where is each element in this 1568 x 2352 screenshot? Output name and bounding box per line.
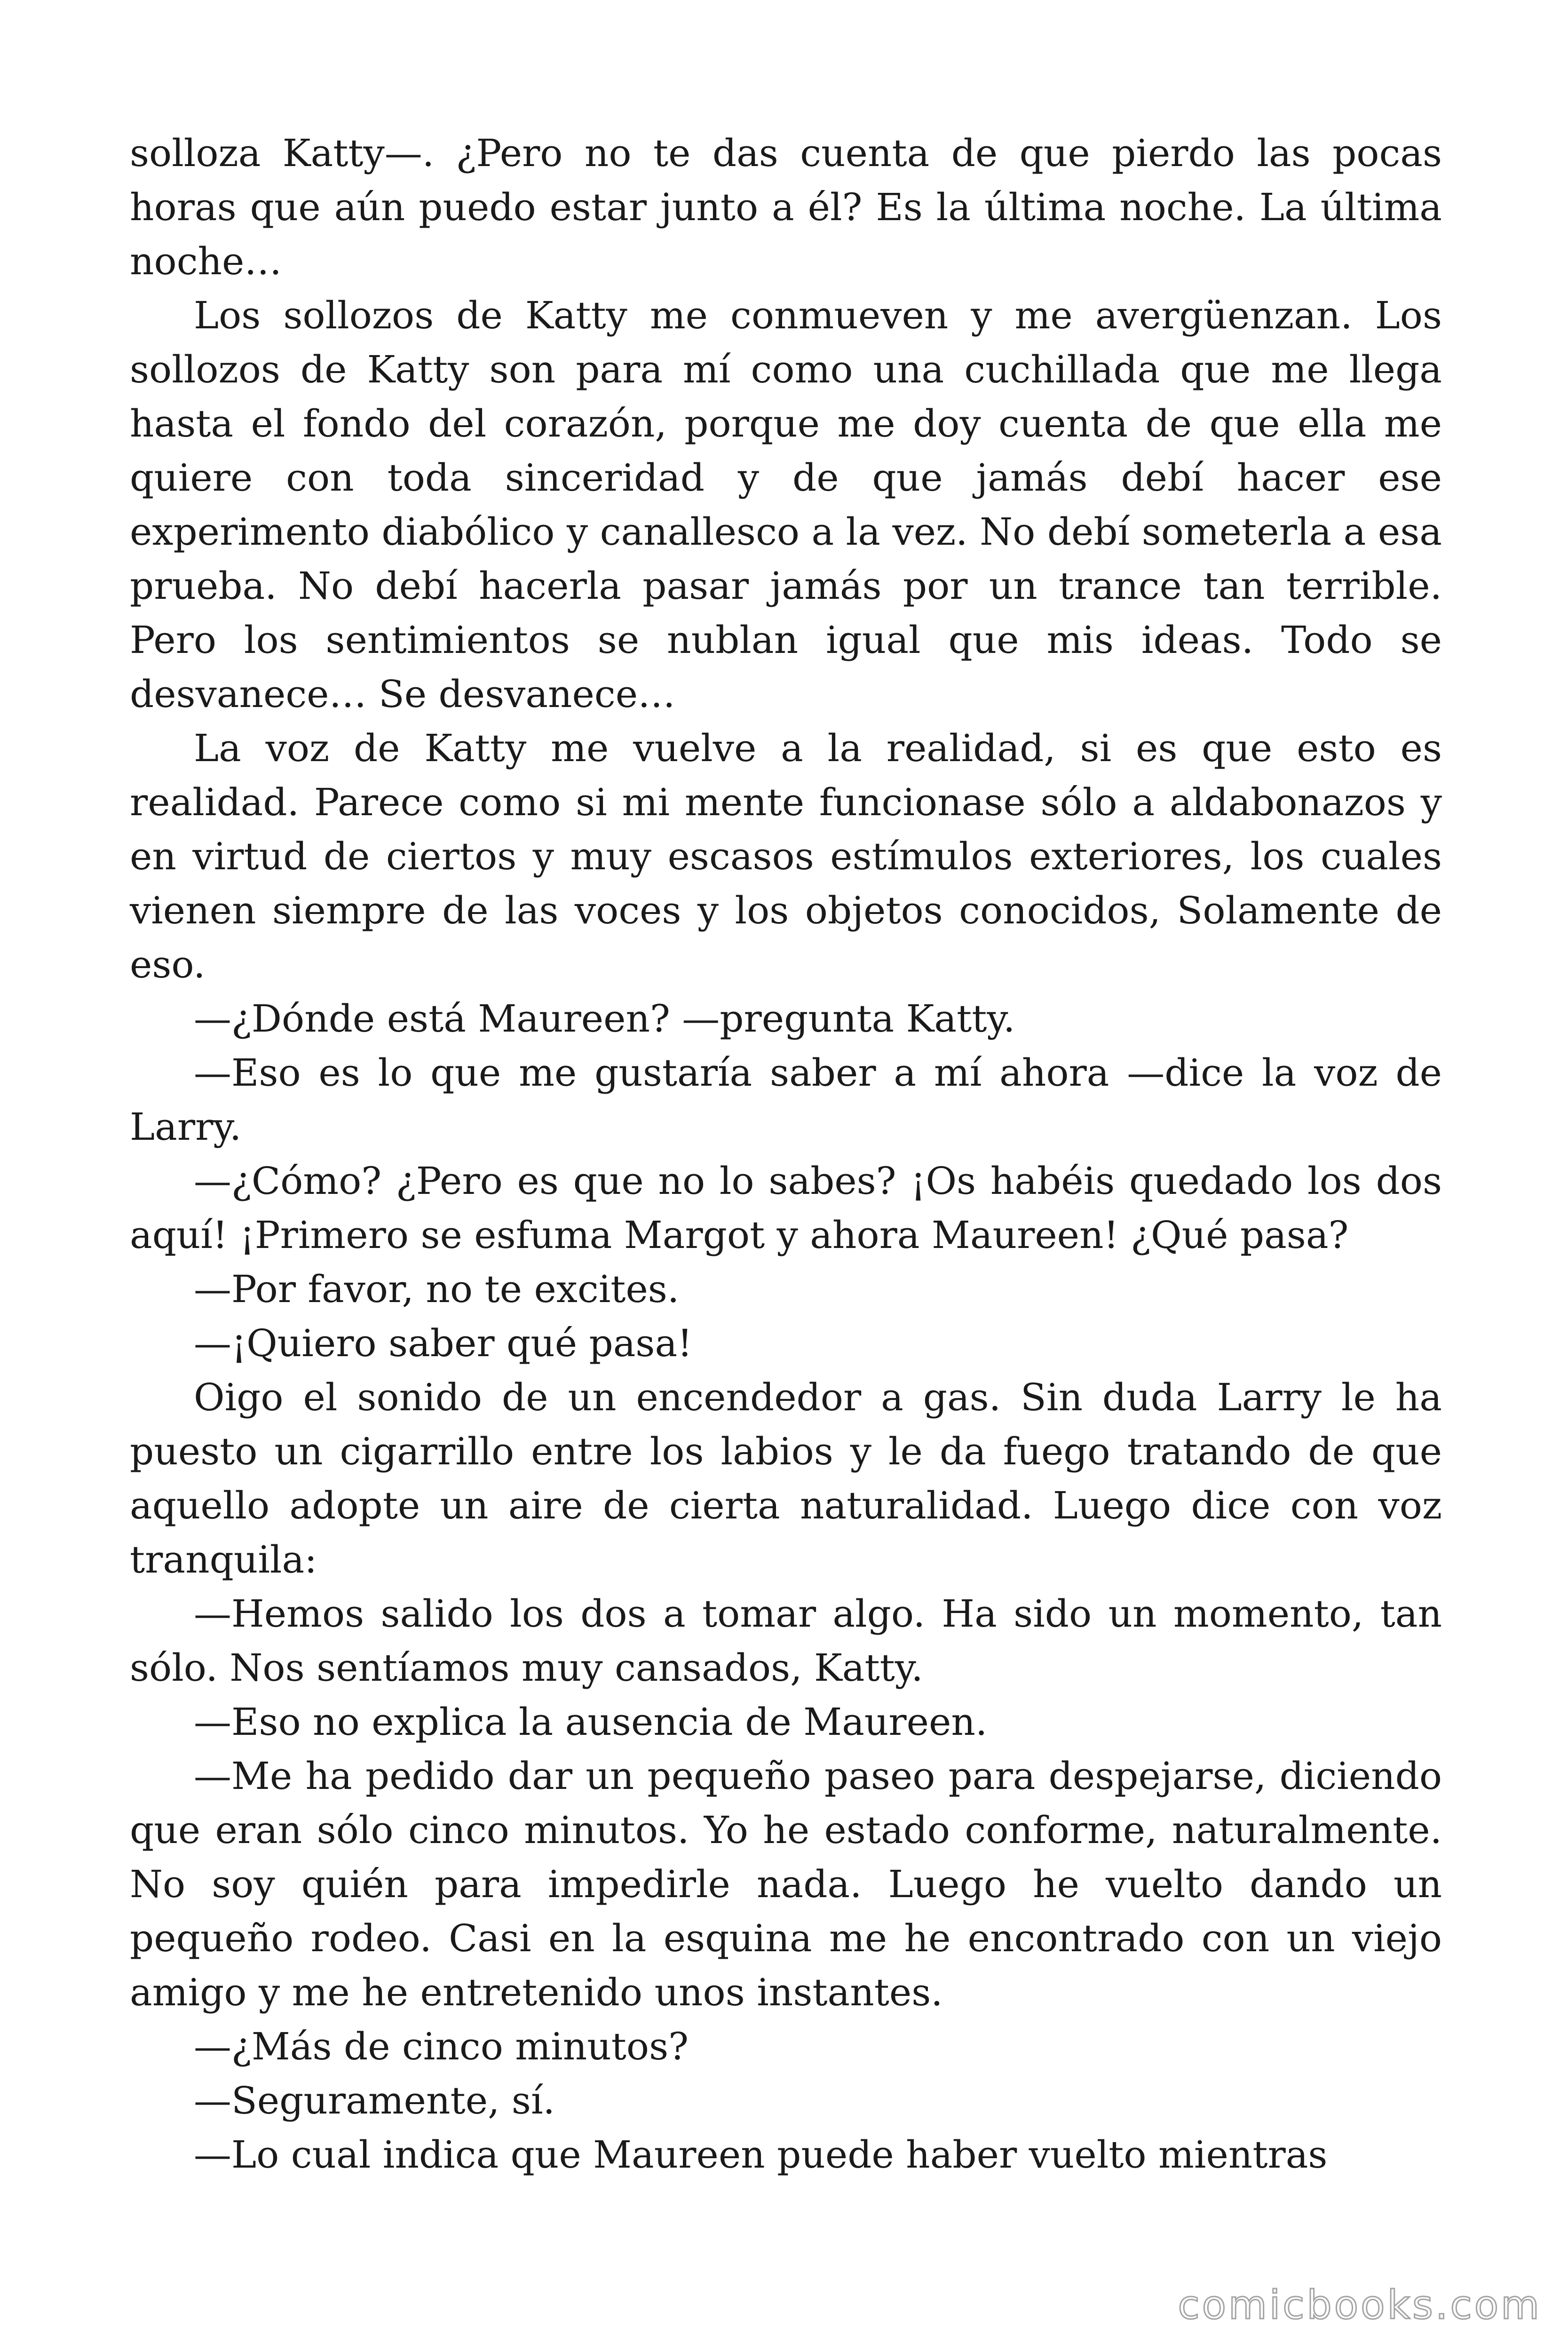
paragraph: Los sollozos de Katty me conmueven y me avergüenzan. Los sollozos de Katty son para mí como una cuchillada que me llega hasta el fondo del corazón, porque me doy cuenta de que ella me quiere con toda sinceridad y de que jamás debí hacer ese experimento diabólico y canallesco a la vez. No debí someterla a esa prueba. No debí hacerla pasar jamás por un trance tan terrible. Pero los sentimientos se nublan igual que mis ideas. Todo se desvanece… Se desvanece… — [130, 294, 1442, 716]
paragraph: —¿Más de cinco minutos? — [194, 2025, 689, 2068]
paragraph: —Hemos salido los dos a tomar algo. Ha sido un momento, tan sólo. Nos sentíamos muy cansados, Katty. — [130, 1592, 1442, 1690]
paragraph: —Lo cual indica que Maureen puede haber vuelto mientras — [194, 2133, 1328, 2177]
paragraph: —Seguramente, sí. — [194, 2079, 555, 2122]
paragraph: —¡Quiero saber qué pasa! — [194, 1321, 693, 1365]
paragraph: Oigo el sonido de un encendedor a gas. Sin duda Larry le ha puesto un cigarrillo entre los labios y le da fuego tratando de que aquello adopte un aire de cierta naturalidad. Luego dice con voz tranquila: — [130, 1375, 1442, 1581]
paragraph: —¿Dónde está Maureen? —pregunta Katty. — [194, 997, 1015, 1041]
body-text — [130, 126, 1442, 2182]
paragraph: —¿Cómo? ¿Pero es que no lo sabes? ¡Os habéis quedado los dos aquí! ¡Primero se esfuma Margot y ahora Maureen! ¿Qué pasa? — [130, 1159, 1442, 1257]
paragraph: —Por favor, no te excites. — [194, 1267, 680, 1311]
paragraph: —Eso no explica la ausencia de Maureen. — [194, 1700, 988, 1744]
paragraph: solloza Katty—. ¿Pero no te das cuenta de que pierdo las pocas horas que aún puedo estar junto a él? Es la última noche. La última noche… — [130, 131, 1442, 283]
watermark: comicbooks.com — [1178, 2282, 1542, 2328]
paragraph: —Me ha pedido dar un pequeño paseo para despejarse, diciendo que eran sólo cinco minutos. Yo he estado conforme, naturalmente. No soy quién para impedirle nada. Luego he vuelto dando un pequeño rodeo. Casi en la esquina me he encontrado con un viejo amigo y me he entretenido unos instantes. — [130, 1754, 1442, 2014]
paragraph: La voz de Katty me vuelve a la realidad, si es que esto es realidad. Parece como si mi mente funcionase sólo a aldabonazos y en virtud de ciertos y muy escasos estímulos exteriores, los cuales vienen siempre de las voces y los objetos conocidos, Solamente de eso. — [130, 726, 1442, 986]
paragraph: —Eso es lo que me gustaría saber a mí ahora —dice la voz de Larry. — [130, 1051, 1442, 1149]
